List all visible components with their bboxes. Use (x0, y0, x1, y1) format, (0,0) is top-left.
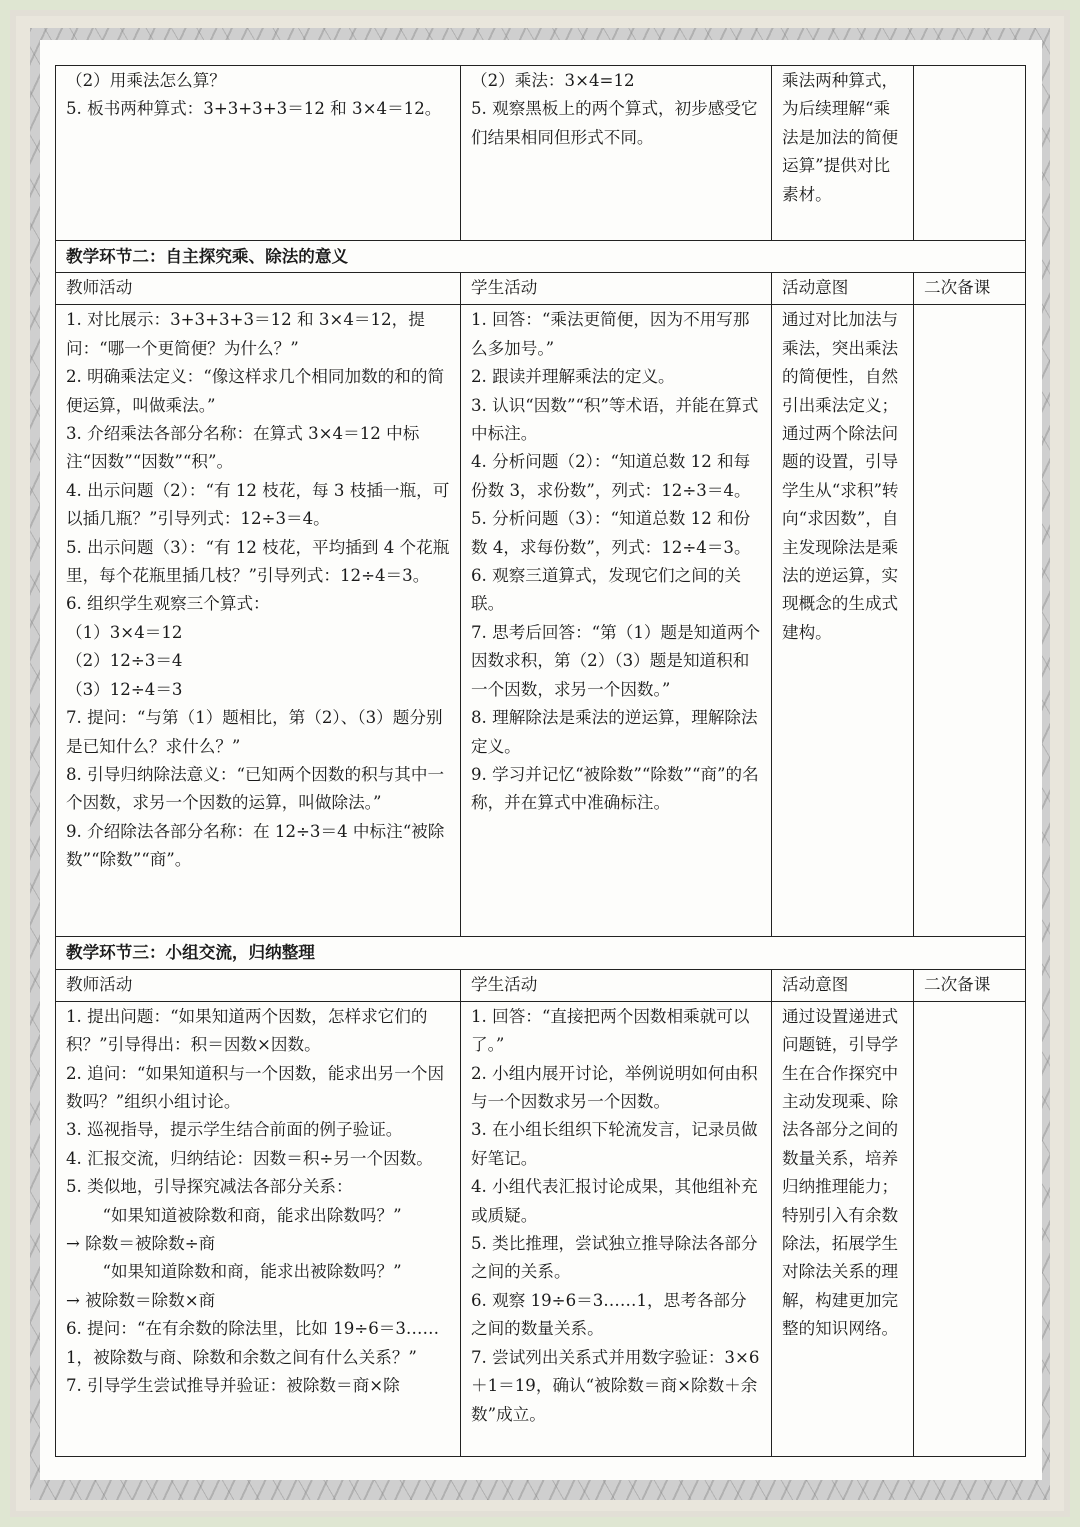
top-remark-cell (914, 66, 1026, 241)
section2-remark-cell (914, 305, 1026, 937)
section2-header-row (56, 273, 1026, 305)
list-item: 6. 观察三道算式，发现它们之间的关联。 (471, 566, 742, 614)
list-item: 6. 提问：“在有余数的除法里，比如 19÷6＝3……1，被除数与商、除数和余数之间有什么关系？” (66, 1319, 440, 1367)
section2-content-row (56, 305, 1026, 937)
section2-intent-cell: 通过对比加法与乘法，突出乘法的简便性，自然引出乘法定义；通过两个除法问题的设置，引导学生从“求积”转向“求因数”，自主发现除法是乘法的逆运算，实现概念的生成式建构。 (772, 305, 914, 937)
section3-title: 教学环节三：小组交流，归纳整理 (56, 937, 1026, 969)
list-item: 5. 出示问题（3）：“有 12 枝花，平均插到 4 个花瓶里，每个花瓶里插几枝？”引导列式：12÷4＝3。 (66, 537, 450, 586)
list-item: 1. 回答：“直接把两个因数相乘就可以了。” (471, 1006, 750, 1055)
section2-title: 教学环节二：自主探究乘、除法的意义 (56, 241, 1026, 273)
section2-teacher-cell (56, 305, 461, 937)
list-item: 5. 类比推理，尝试独立推导除法各部分之间的关系。 (471, 1234, 758, 1282)
list-item: 1. 回答：“乘法更简便，因为不用写那么多加号。” (471, 310, 750, 358)
section3-student-cell (461, 1001, 772, 1456)
list-item: 7. 引导学生尝试推导并验证：被除数＝商×除 (66, 1376, 400, 1396)
list-item: （3）12÷4＝3 (66, 679, 183, 699)
section3-header-remark: 二次备课 (914, 969, 1026, 1001)
lesson-plan-table (55, 65, 1026, 1457)
list-item: 5. 观察黑板上的两个算式，初步感受它们结果相同但形式不同。 (471, 99, 758, 147)
list-item: 3. 巡视指导，提示学生结合前面的例子验证。 (66, 1120, 403, 1140)
section3-header-intent: 活动意图 (772, 969, 914, 1001)
section2-header-intent: 活动意图 (772, 273, 914, 305)
list-item: （1）3×4＝12 (66, 622, 183, 642)
list-item: 2. 小组内展开讨论，举例说明如何由积与一个因数求另一个因数。 (471, 1063, 758, 1112)
top-intent-cell: 乘法两种算式，为后续理解“乘法是加法的简便运算”提供对比素材。 (772, 66, 914, 241)
list-item: 7. 尝试列出关系式并用数字验证：3×6＋1＝19，确认“被除数＝商×除数＋余数”成立。 (471, 1347, 760, 1424)
list-item: 3. 介绍乘法各部分名称：在算式 3×4＝12 中标注“因数”“因数”“积”。 (66, 424, 420, 472)
list-item: 5. 分析问题（3）：“知道总数 12 和份数 4，求每份数”，列式：12÷4＝3。 (471, 509, 751, 557)
list-item: （2）12÷3＝4 (66, 651, 183, 671)
list-item: 5. 板书两种算式：3+3+3+3＝12 和 3×4＝12。 (66, 99, 442, 119)
list-item: 1. 提出问题：“如果知道两个因数，怎样求它们的积？”引导得出：积＝因数×因数。 (66, 1006, 428, 1055)
section2-header-student: 学生活动 (461, 273, 772, 305)
list-item: 9. 学习并记忆“被除数”“除数”“商”的名称，并在算式中准确标注。 (471, 764, 759, 813)
section3-content-row (56, 1001, 1026, 1456)
section2-student-cell (461, 305, 772, 937)
section3-header-row (56, 969, 1026, 1001)
list-item: 1. 对比展示：3+3+3+3＝12 和 3×4＝12，提问：“哪一个更简便？为什么？” (66, 310, 425, 358)
section3-title-row (56, 937, 1026, 969)
list-item: 6. 组织学生观察三个算式： (66, 594, 270, 614)
list-item: （2）乘法：3×4=12 (471, 71, 635, 90)
section3-teacher-cell (56, 1001, 461, 1456)
list-item: “如果知道除数和商，能求出被除数吗？” (102, 1262, 402, 1282)
list-item: “如果知道被除数和商，能求出除数吗？” (102, 1205, 402, 1225)
list-item: → 除数＝被除数÷商 (66, 1234, 216, 1254)
list-item: 4. 出示问题（2）：“有 12 枝花，每 3 枝插一瓶，可以插几瓶？”引导列式：12÷3＝4。 (66, 480, 450, 529)
list-item: 4. 分析问题（2）：“知道总数 12 和每份数 3，求份数”，列式：12÷3＝4。 (471, 452, 751, 500)
list-item: （2）用乘法怎么算？ (66, 71, 226, 90)
list-item: 8. 引导归纳除法意义：“已知两个因数的积与其中一个因数，求另一个因数的运算，叫做除法。” (66, 764, 445, 813)
list-item: 2. 跟读并理解乘法的定义。 (471, 367, 675, 387)
list-item: 6. 观察 19÷6＝3……1，思考各部分之间的数量关系。 (471, 1290, 747, 1339)
list-item: 4. 小组代表汇报讨论成果，其他组补充或质疑。 (471, 1177, 758, 1225)
list-item: 3. 认识“因数”“积”等术语，并能在算式中标注。 (471, 395, 759, 444)
section3-header-teacher: 教师活动 (56, 969, 461, 1001)
section3-header-student: 学生活动 (461, 969, 772, 1001)
list-item: 7. 思考后回答：“第（1）题是知道两个因数求积，第（2）（3）题是知道积和一个因数，求另一个因数。” (471, 622, 761, 699)
section3-remark-cell (914, 1001, 1026, 1456)
list-item: 2. 追问：“如果知道积与一个因数，能求出另一个因数吗？”组织小组讨论。 (66, 1063, 445, 1112)
top-continuation-row (56, 66, 1026, 241)
section2-title-row (56, 241, 1026, 273)
list-item: 9. 介绍除法各部分名称：在 12÷3＝4 中标注“被除数”“除数”“商”。 (66, 821, 445, 870)
top-student-cell (461, 66, 772, 241)
list-item: 8. 理解除法是乘法的逆运算，理解除法定义。 (471, 708, 758, 756)
list-item: 2. 明确乘法定义：“像这样求几个相同加数的和的简便运算，叫做乘法。” (66, 367, 445, 415)
list-item: 7. 提问：“与第（1）题相比，第（2）、（3）题分别是已知什么？求什么？” (66, 708, 443, 756)
list-item: 4. 汇报交流，归纳结论：因数＝积÷另一个因数。 (66, 1148, 433, 1168)
top-teacher-cell (56, 66, 461, 241)
section3-intent-cell: 通过设置递进式问题链，引导学生在合作探究中主动发现乘、除法各部分之间的数量关系，培养归纳推理能力；特别引入有余数除法，拓展学生对除法关系的理解，构建更加完整的知识网络。 (772, 1001, 914, 1456)
section2-header-remark: 二次备课 (914, 273, 1026, 305)
list-item: 5. 类似地，引导探究减法各部分关系： (66, 1177, 353, 1197)
section2-header-teacher: 教师活动 (56, 273, 461, 305)
list-item: → 被除数＝除数×商 (66, 1290, 216, 1310)
list-item: 3. 在小组长组织下轮流发言，记录员做好笔记。 (471, 1120, 758, 1168)
